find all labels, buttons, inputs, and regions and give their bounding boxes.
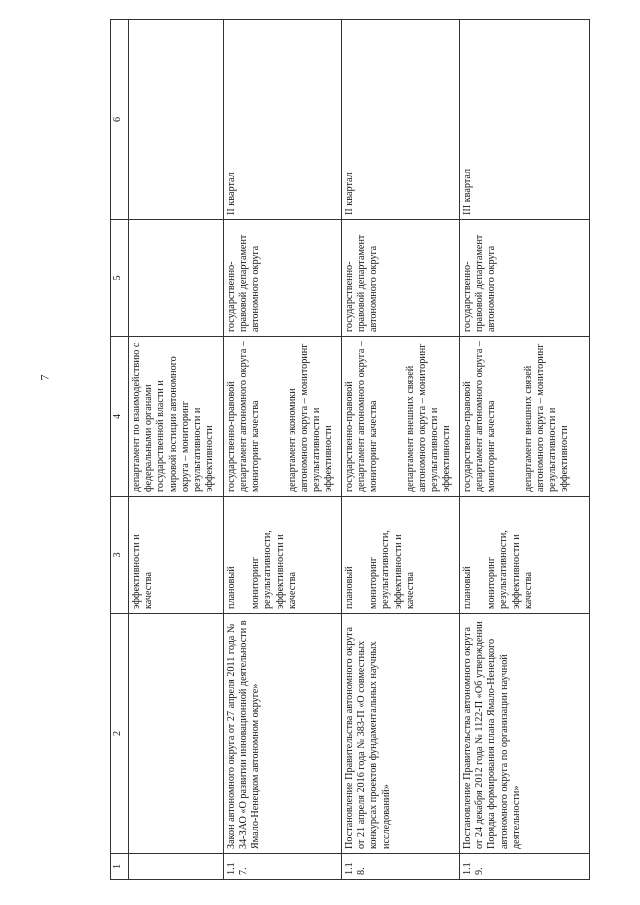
executor-quality: государственно-правовой департамент автономного округа – мониторинг качества xyxy=(226,341,262,492)
monitoring-type-label: плановый xyxy=(344,566,355,609)
monitoring-type-description: мониторинг результативности, эффективности и качества xyxy=(250,530,298,609)
rotated-page xyxy=(110,20,588,880)
table-row xyxy=(460,20,590,880)
responsible-cell: государственно-правовой департамент автономного округа xyxy=(342,220,460,337)
executor-cell: департамент по взаимодействию с федеральными органами государственной власти и мировой юстиции автономного округа – мониторинг результативности и эффективности xyxy=(129,337,224,497)
executor-cell xyxy=(342,337,460,497)
monitoring-type-description: мониторинг результативности, эффективности и качества xyxy=(486,530,534,609)
header-cell: 2 xyxy=(111,614,129,854)
row-number: 1.18. xyxy=(342,854,460,880)
header-cell: 4 xyxy=(111,337,129,497)
responsible-cell: государственно-правовой департамент автономного округа xyxy=(460,220,590,337)
header-cell: 1 xyxy=(111,854,129,880)
monitoring-type-cell xyxy=(342,497,460,614)
executor-quality: государственно-правовой департамент автономного округа – мониторинг качества xyxy=(344,341,380,492)
table-row xyxy=(342,20,460,880)
header-cell: 5 xyxy=(111,220,129,337)
monitoring-type-cell: эффективности и качества xyxy=(129,497,224,614)
monitoring-type-label: плановый xyxy=(226,566,237,609)
monitoring-type-cell xyxy=(460,497,590,614)
header-cell: 3 xyxy=(111,497,129,614)
executor-efficiency: департамент внешних связей автономного округа – мониторинг результативности и эффективности xyxy=(522,343,571,492)
monitoring-type-description: мониторинг результативности, эффективности и качества xyxy=(368,530,416,609)
header-cell: 6 xyxy=(111,20,129,220)
table-row xyxy=(224,20,342,880)
executor-efficiency: департамент экономики автономного округа – мониторинг результативности и эффективности xyxy=(286,343,335,492)
table-header-row xyxy=(111,20,129,880)
table-row-continuation xyxy=(129,20,224,880)
monitoring-type-label: плановый xyxy=(462,566,473,609)
monitoring-plan-table xyxy=(110,19,590,880)
executor-quality: государственно-правовой департамент автономного округа – мониторинг качества xyxy=(462,341,498,492)
legal-act-cell: Постановление Правительства автономного округа от 24 декабря 2012 года № 1122-П «Об утверждении Порядка формирования плана Ямало-Ненецкого автономного округа по организации научной деятельности» xyxy=(460,614,590,854)
legal-act-cell: Постановление Правительства автономного округа от 21 апреля 2016 года № 383-П «О совместных конкурсах проектов фундаментальных научных исследований» xyxy=(342,614,460,854)
page-number: 7 xyxy=(37,374,52,381)
responsible-cell: государственно-правовой департамент автономного округа xyxy=(224,220,342,337)
period-cell: III квартал xyxy=(460,20,590,220)
period-cell: II квартал xyxy=(342,20,460,220)
executor-cell xyxy=(224,337,342,497)
row-number: 1.19. xyxy=(460,854,590,880)
row-number: 1.17. xyxy=(224,854,342,880)
legal-act-cell: Закон автономного округа от 27 апреля 2011 года № 34-ЗАО «О развитии инновационной деятельности в Ямало-Ненецком автономном округе» xyxy=(224,614,342,854)
executor-efficiency: департамент внешних связей автономного округа – мониторинг результативности и эффективности xyxy=(404,343,453,492)
period-cell: II квартал xyxy=(224,20,342,220)
executor-cell xyxy=(460,337,590,497)
monitoring-type-cell xyxy=(224,497,342,614)
